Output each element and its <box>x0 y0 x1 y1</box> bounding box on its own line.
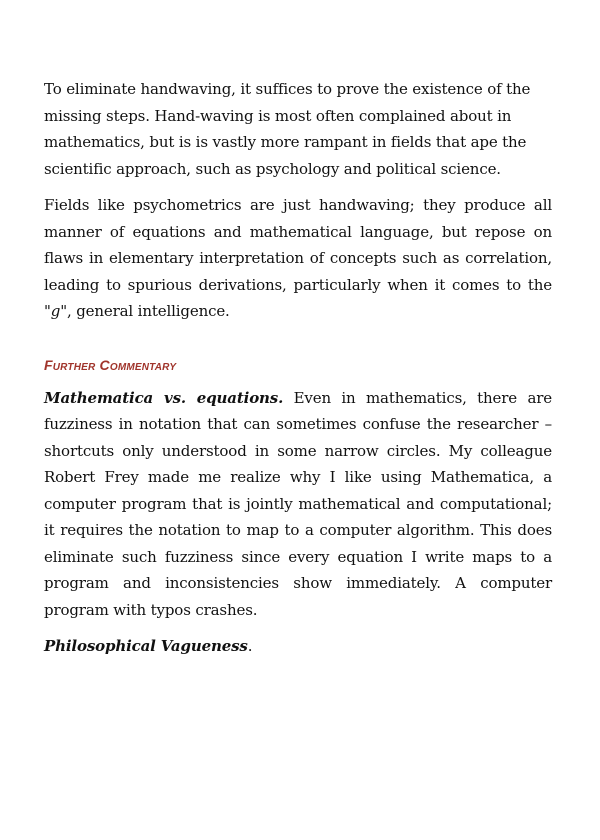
heading-spacer <box>44 375 552 385</box>
paragraph-psychometrics <box>44 192 552 325</box>
paragraph-philosophical-vagueness-lead: Philosophical Vagueness <box>44 637 248 655</box>
paragraph-psychometrics-tail: ", general intelligence. <box>60 302 230 320</box>
section-spacer <box>44 325 552 355</box>
paragraph-spacer-2 <box>44 623 552 633</box>
paragraph-handwaving <box>44 76 552 182</box>
paragraph-psychometrics-text: Fields like psychometrics are just handwaving; they produce all manner of equations and mathematical language, but repose on flaws in elementary interpretation of concepts such as correlation, leading to spurious derivations, particularly when it comes to the " <box>44 196 552 320</box>
general-intelligence-symbol: g <box>50 302 61 320</box>
paragraph-philosophical-vagueness-tail: . <box>247 637 253 655</box>
paragraph-mathematica-lead: Mathematica vs. equations. <box>44 388 284 407</box>
paragraph-spacer <box>44 182 552 192</box>
paragraph-handwaving-text: To eliminate handwaving, it suffices to prove the existence of the missing steps. Hand-waving is most often complained about in mathematics, but is is vastly more rampant in fields that ape the scientific approach, such as psychology and political science. <box>44 80 531 178</box>
document-page <box>44 76 552 660</box>
paragraph-mathematica <box>44 385 552 624</box>
paragraph-mathematica-text: Even in mathematics, there are fuzziness in notation that can sometimes confuse the researcher –shortcuts only understood in some narrow circles. My colleague Robert Frey made me realize why I like using Mathematica, a computer program that is jointly mathematical and computational; it requires the notation to map to a computer algorithm. This does eliminate such fuzziness since every equation I write maps to a program and inconsistencies show immediately. A computer program with typos crashes. <box>44 388 552 619</box>
section-heading-further-commentary: Further Commentary <box>44 356 177 373</box>
paragraph-philosophical-vagueness <box>44 633 552 660</box>
